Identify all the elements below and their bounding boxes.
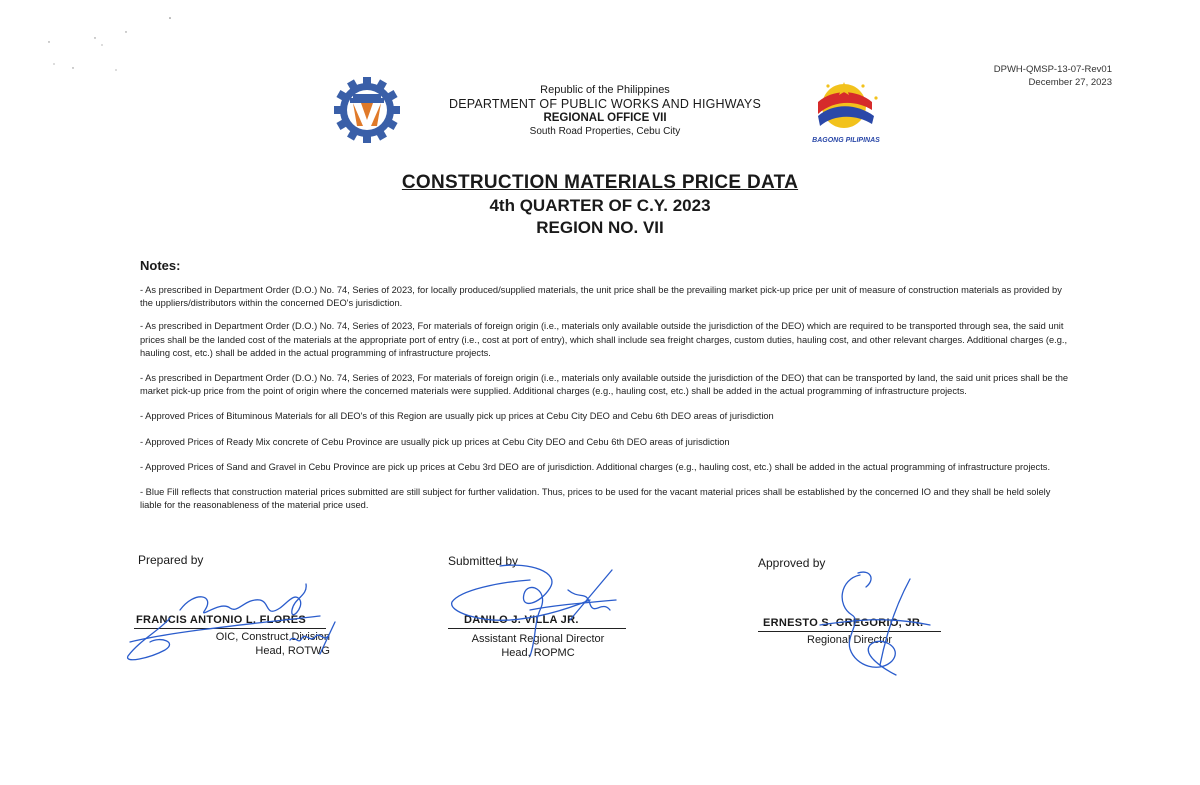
- submitted-by-label: Submitted by: [448, 554, 519, 568]
- approved-by-label: Approved by: [758, 556, 826, 570]
- department-name: DEPARTMENT OF PUBLIC WORKS AND HIGHWAYS: [448, 97, 761, 111]
- bagong-pilipinas-logo: [806, 80, 886, 150]
- note-item: - As prescribed in Department Order (D.O.) No. 74, Series of 2023, for locally produced/supplied materials, the unit price shall be the prevailing market pick-up price per unit of measure of construction materials as provided by the uppliers/distributors within the concerned DEO's jurisdiction.: [140, 285, 1062, 309]
- quarter-title: 4th QUARTER OF C.Y. 2023: [489, 196, 711, 215]
- bagong-pilipinas-text: BAGONG PILIPINAS: [812, 137, 880, 144]
- document-code-date: December 27, 2023: [1028, 77, 1112, 88]
- republic-line: Republic of the Philippines: [540, 84, 670, 96]
- notes-list: [140, 284, 1070, 524]
- office-address: South Road Properties, Cebu City: [529, 126, 681, 137]
- submitted-by-name: DANILO J. VILLA JR.: [464, 614, 579, 626]
- document-code: [994, 63, 1112, 89]
- prepared-by-signature: [120, 570, 350, 670]
- note-item: - Approved Prices of Bituminous Materials for all DEO's of this Region are usually pick up prices at Cebu City DEO and Cebu 6th DEO areas of jurisdiction: [140, 411, 774, 422]
- document-titles: [300, 172, 900, 239]
- scan-specks: [40, 15, 180, 75]
- approved-by-signature: [800, 565, 940, 685]
- approved-by-position: Regional Director: [807, 634, 892, 646]
- note-item: - As prescribed in Department Order (D.O.) No. 74, Series of 2023, For materials of foreign origin (i.e., materials only available outside the jurisdiction of the DEO) which are required to be transported through sea, the said unit prices shall be the landed cost of the materials at the appropriate port of entry (i.e., cost at port of entry), which shall include sea freight charges, custom duties, hauling cost, and other relevant charges. Additional charges (e.g., hauling cost, etc.) shall be added in the actual programming of infrastructure projects.: [140, 321, 1068, 358]
- document-code-number: DPWH-QMSP-13-07-Rev01: [993, 64, 1112, 75]
- approved-by-name: ERNESTO S. GREGORIO, JR.: [763, 617, 924, 629]
- submitted-by-position-2: Head, ROPMC: [501, 647, 575, 659]
- note-item: - Blue Fill reflects that construction material prices submitted are still subject for further validation. Thus, prices to be used for the vacant material prices shall be established by the concerned IO and they shall be held solely liable for the reasonableness of the material price used.: [140, 487, 1051, 511]
- prepared-by-name: FRANCIS ANTONIO L. FLORES: [136, 614, 307, 626]
- submitted-by-position: Assistant Regional Director: [471, 633, 605, 645]
- submitted-by-signature: [440, 560, 640, 670]
- prepared-by-label: Prepared by: [138, 553, 204, 567]
- regional-office: REGIONAL OFFICE VII: [543, 112, 667, 124]
- note-item: - Approved Prices of Sand and Gravel in Cebu Province are pick up prices at Cebu 3rd DEO are of jurisdiction. Additional charges (e.g., hauling cost, etc.) shall be added in the actual programming of infrastructure projects.: [140, 461, 1051, 472]
- dpwh-logo: [333, 76, 401, 144]
- agency-header: [420, 83, 790, 139]
- prepared-by-position: OIC, Construct Division: [215, 631, 330, 643]
- prepared-by-position-2: Head, ROTWG: [255, 645, 330, 657]
- region-title: REGION NO. VII: [536, 218, 664, 237]
- note-item: - As prescribed in Department Order (D.O.) No. 74, Series of 2023, For materials of foreign origin (i.e., materials only available outside the jurisdiction of the DEO) that can be transported by land, the said unit prices shall be the market pick-up price from the point of origin where the concerned materials were supplied. Additional charges (e.g., hauling cost, etc.) shall be added in the actual programming of infrastructure projects.: [140, 373, 1069, 397]
- note-item: - Approved Prices of Ready Mix concrete of Cebu Province are usually pick up prices at Cebu City DEO and Cebu 6th DEO areas of jurisdiction: [140, 436, 730, 447]
- notes-heading: Notes:: [140, 258, 181, 273]
- main-title: CONSTRUCTION MATERIALS PRICE DATA: [401, 172, 799, 193]
